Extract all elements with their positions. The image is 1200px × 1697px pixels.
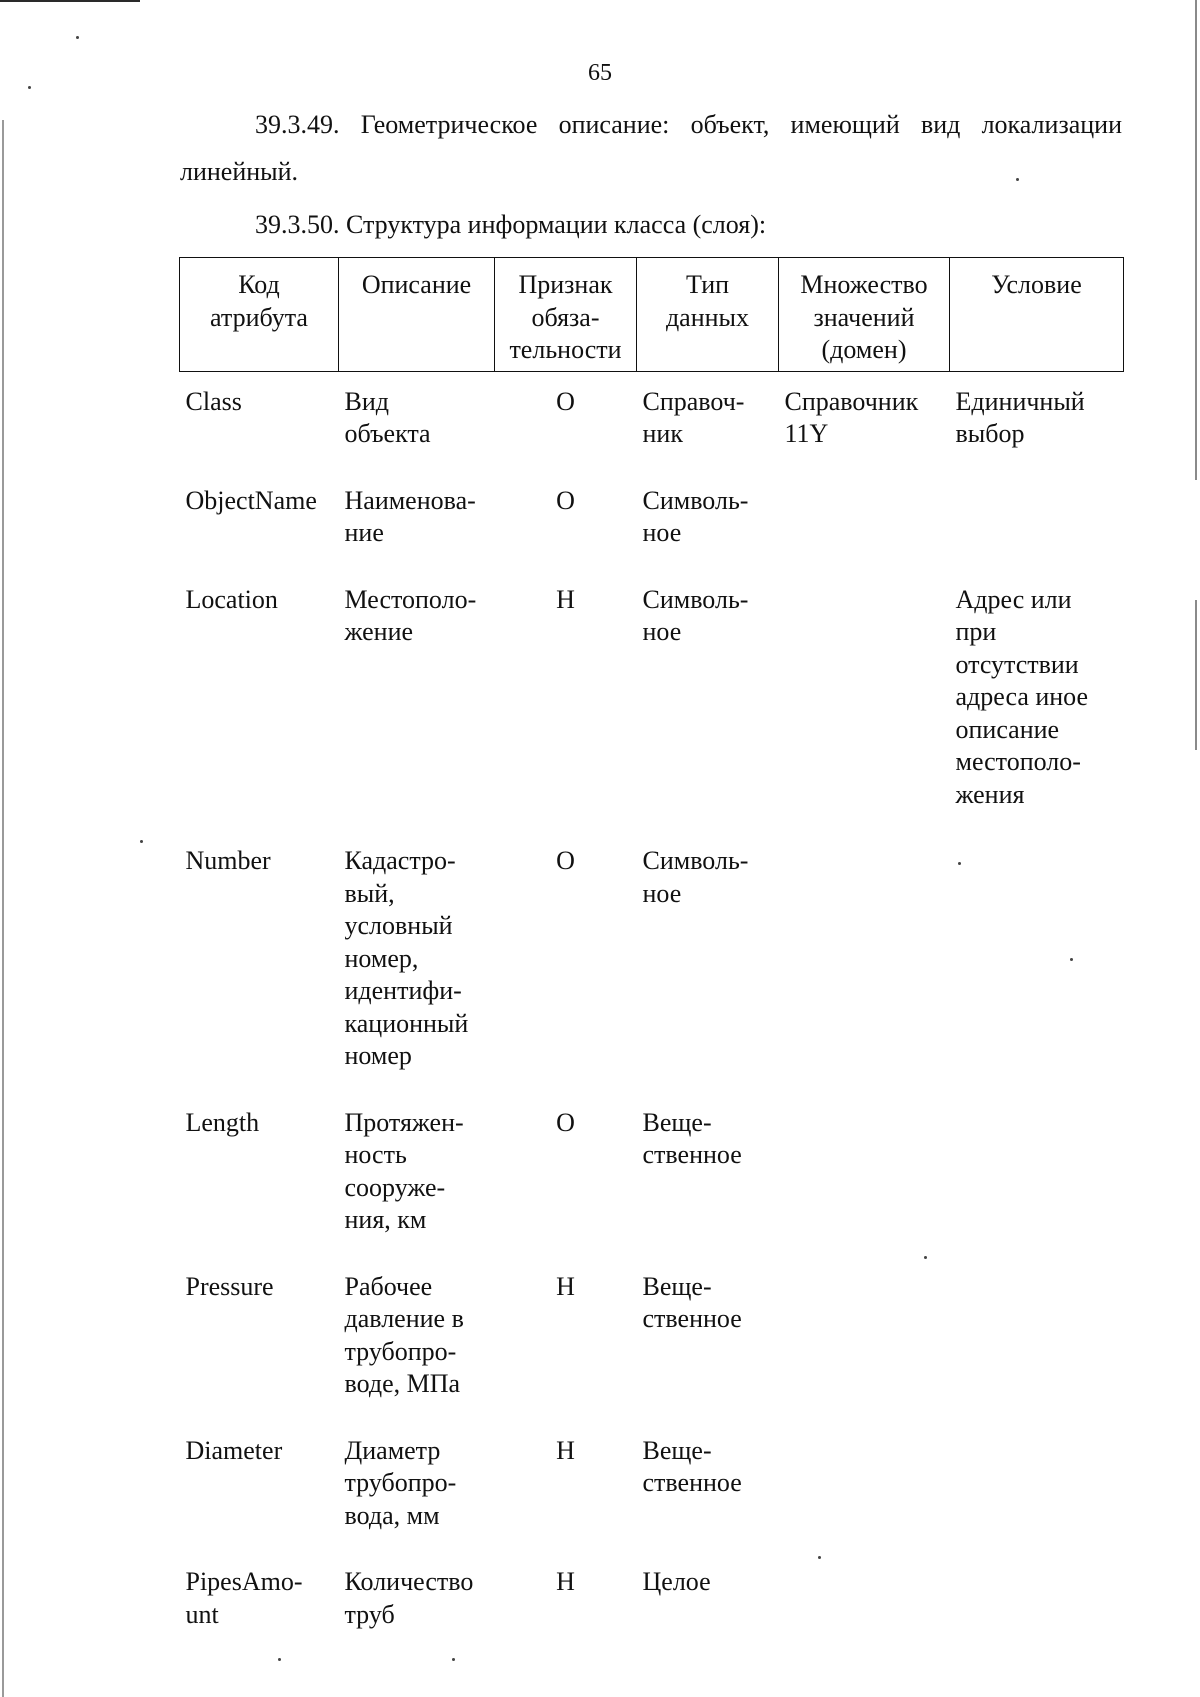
table-row — [180, 1093, 1124, 1257]
cell-line: Наименова- — [344, 485, 476, 515]
cell-data-type — [637, 1257, 779, 1421]
cell-line: Признак — [518, 270, 613, 299]
cell-required-flag: Н — [556, 584, 575, 614]
cell-condition — [950, 371, 1124, 471]
cell-line: Диаметр — [344, 1435, 441, 1465]
cell-line: Символь- — [642, 846, 749, 875]
cell-line: Diameter — [185, 1435, 283, 1465]
cell-description — [339, 1257, 495, 1421]
cell-line: (домен) — [821, 335, 907, 364]
cell-description — [339, 1421, 495, 1553]
cell-line: кационный — [344, 1008, 469, 1038]
cell-line: адреса иное — [955, 682, 1089, 711]
cell-required-flag: О — [556, 1107, 575, 1137]
cell-attribute-code — [180, 1421, 339, 1553]
cell-line: ное — [642, 518, 682, 547]
cell-line: ность — [344, 1140, 407, 1169]
cell-line: unt — [185, 1599, 219, 1629]
cell-value-domain — [779, 1421, 950, 1553]
cell-line: ние — [344, 518, 384, 547]
cell-line: ник — [642, 419, 683, 448]
cell-required-flag: О — [556, 846, 575, 875]
cell-value-domain — [779, 1093, 950, 1257]
cell-line: Веще- — [642, 1435, 712, 1465]
cell-description — [339, 371, 495, 471]
cell-line: атрибута — [210, 302, 308, 332]
cell-line: данных — [665, 302, 750, 332]
scan-edge-line-right-lower — [1195, 600, 1197, 750]
cell-line: ственное — [642, 1140, 742, 1169]
cell-line: Вид — [344, 386, 389, 416]
scan-edge-line-left — [2, 120, 4, 1697]
cell-attribute-code — [180, 570, 339, 832]
table-row — [180, 1552, 1124, 1651]
table-row — [180, 1421, 1124, 1553]
cell-required-flag: О — [556, 386, 575, 416]
cell-line: объекта — [344, 419, 431, 448]
cell-line: Символь- — [642, 485, 749, 515]
cell-line: Протяжен- — [344, 1107, 464, 1137]
cell-line: Веще- — [642, 1107, 712, 1137]
cell-description — [339, 1093, 495, 1257]
header-required-flag — [495, 258, 637, 372]
cell-line: Местополо- — [344, 584, 477, 614]
cell-description — [339, 471, 495, 570]
scan-speck — [1016, 178, 1019, 181]
cell-line: ное — [642, 617, 682, 646]
cell-line: Символь- — [642, 584, 749, 614]
paragraph-39-3-50: 39.3.50. Структура информации класса (слоя): — [255, 210, 767, 239]
header-description — [339, 258, 495, 372]
cell-value-domain — [779, 471, 950, 570]
cell-data-type — [637, 570, 779, 832]
cell-line: ное — [642, 878, 682, 908]
cell-line: Код — [238, 270, 280, 299]
cell-required-flag: Н — [556, 1435, 575, 1465]
cell-line: давление в — [344, 1304, 464, 1333]
cell-line: номер, — [344, 943, 419, 973]
cell-line: сооруже- — [344, 1172, 446, 1202]
cell-line: Множество — [800, 270, 928, 299]
cell-condition — [950, 1421, 1124, 1553]
cell-line: условный — [344, 911, 453, 940]
cell-value-domain — [779, 570, 950, 832]
cell-description — [339, 1552, 495, 1651]
cell-line: Целое — [642, 1567, 711, 1596]
cell-line: Кадастро- — [344, 846, 456, 875]
cell-line: тельности — [509, 335, 622, 364]
cell-description — [339, 831, 495, 1093]
cell-attribute-code — [180, 371, 339, 471]
cell-line: 11Y — [784, 419, 829, 448]
cell-line: трубопро- — [344, 1468, 457, 1497]
cell-value-domain — [779, 1257, 950, 1421]
cell-line: номер — [344, 1041, 412, 1070]
cell-line: Адрес или — [955, 584, 1072, 614]
cell-line: Location — [185, 584, 278, 614]
cell-line: обяза- — [531, 302, 600, 332]
cell-line: вый, — [344, 878, 395, 908]
attribute-table — [179, 257, 1124, 1651]
cell-condition — [950, 1093, 1124, 1257]
cell-condition — [950, 1257, 1124, 1421]
table-header-row — [180, 258, 1124, 372]
paragraph-39-3-49-continuation: линейный. — [180, 157, 299, 186]
cell-attribute-code — [180, 1552, 339, 1651]
cell-value-domain — [779, 1552, 950, 1651]
cell-data-type — [637, 371, 779, 471]
cell-line: PipesAmo- — [185, 1567, 303, 1596]
cell-description — [339, 570, 495, 832]
table-row — [180, 371, 1124, 471]
header-condition — [950, 258, 1124, 372]
cell-line: при — [955, 617, 997, 646]
cell-line: Pressure — [185, 1271, 274, 1301]
cell-line: жение — [344, 617, 414, 646]
cell-line: Number — [185, 846, 271, 875]
cell-condition — [950, 831, 1124, 1093]
cell-data-type — [637, 831, 779, 1093]
cell-line: описание — [955, 714, 1060, 744]
cell-required-flag: Н — [556, 1567, 575, 1596]
scan-speck — [452, 1658, 455, 1661]
cell-line: выбор — [955, 419, 1025, 448]
header-attribute-code — [180, 258, 339, 372]
cell-line: Описание — [361, 270, 472, 299]
cell-attribute-code — [180, 1257, 339, 1421]
table-row — [180, 471, 1124, 570]
table-row — [180, 570, 1124, 832]
cell-required-flag: О — [556, 485, 575, 515]
cell-line: Условие — [991, 270, 1082, 299]
cell-line: значений — [813, 302, 915, 332]
paragraph-39-3-49: 39.3.49. Геометрическое описание: объект, имеющий вид локализации — [255, 110, 1122, 139]
table-body — [180, 371, 1124, 1651]
page-number: 65 — [588, 60, 612, 86]
cell-line: Справочник — [784, 386, 919, 416]
cell-line: жения — [955, 779, 1025, 809]
cell-line: местополо- — [955, 747, 1081, 776]
cell-line: Class — [185, 386, 242, 416]
cell-condition — [950, 471, 1124, 570]
cell-line: Веще- — [642, 1271, 712, 1301]
cell-line: отсутствии — [955, 649, 1079, 679]
cell-attribute-code — [180, 471, 339, 570]
scan-speck — [140, 840, 143, 843]
cell-attribute-code — [180, 831, 339, 1093]
cell-data-type — [637, 1552, 779, 1651]
cell-condition — [950, 1552, 1124, 1651]
scan-speck — [76, 36, 79, 39]
cell-line: ObjectName — [185, 485, 317, 515]
cell-value-domain — [779, 831, 950, 1093]
cell-line: Количество — [344, 1567, 474, 1596]
header-data-type — [637, 258, 779, 372]
cell-line: Рабочее — [344, 1271, 433, 1301]
cell-line: ственное — [642, 1304, 742, 1333]
table-row — [180, 1257, 1124, 1421]
cell-line: Тип — [685, 270, 730, 299]
cell-value-domain — [779, 371, 950, 471]
cell-line: вода, мм — [344, 1500, 440, 1530]
cell-line: трубопро- — [344, 1336, 457, 1366]
cell-line: ственное — [642, 1468, 742, 1497]
cell-line: Единичный — [955, 386, 1085, 416]
cell-required-flag: Н — [556, 1271, 575, 1301]
cell-line: идентифи- — [344, 976, 462, 1005]
cell-data-type — [637, 1093, 779, 1257]
table-row — [180, 831, 1124, 1093]
cell-line: труб — [344, 1599, 395, 1629]
cell-line: Length — [185, 1107, 260, 1137]
cell-condition — [950, 570, 1124, 832]
cell-line: ния, км — [344, 1205, 427, 1234]
cell-line: Справоч- — [642, 386, 745, 416]
scan-edge-line-top — [0, 0, 140, 2]
scan-speck — [278, 1658, 281, 1661]
cell-data-type — [637, 1421, 779, 1553]
header-value-domain — [779, 258, 950, 372]
cell-line: воде, МПа — [344, 1369, 461, 1398]
cell-attribute-code — [180, 1093, 339, 1257]
cell-data-type — [637, 471, 779, 570]
